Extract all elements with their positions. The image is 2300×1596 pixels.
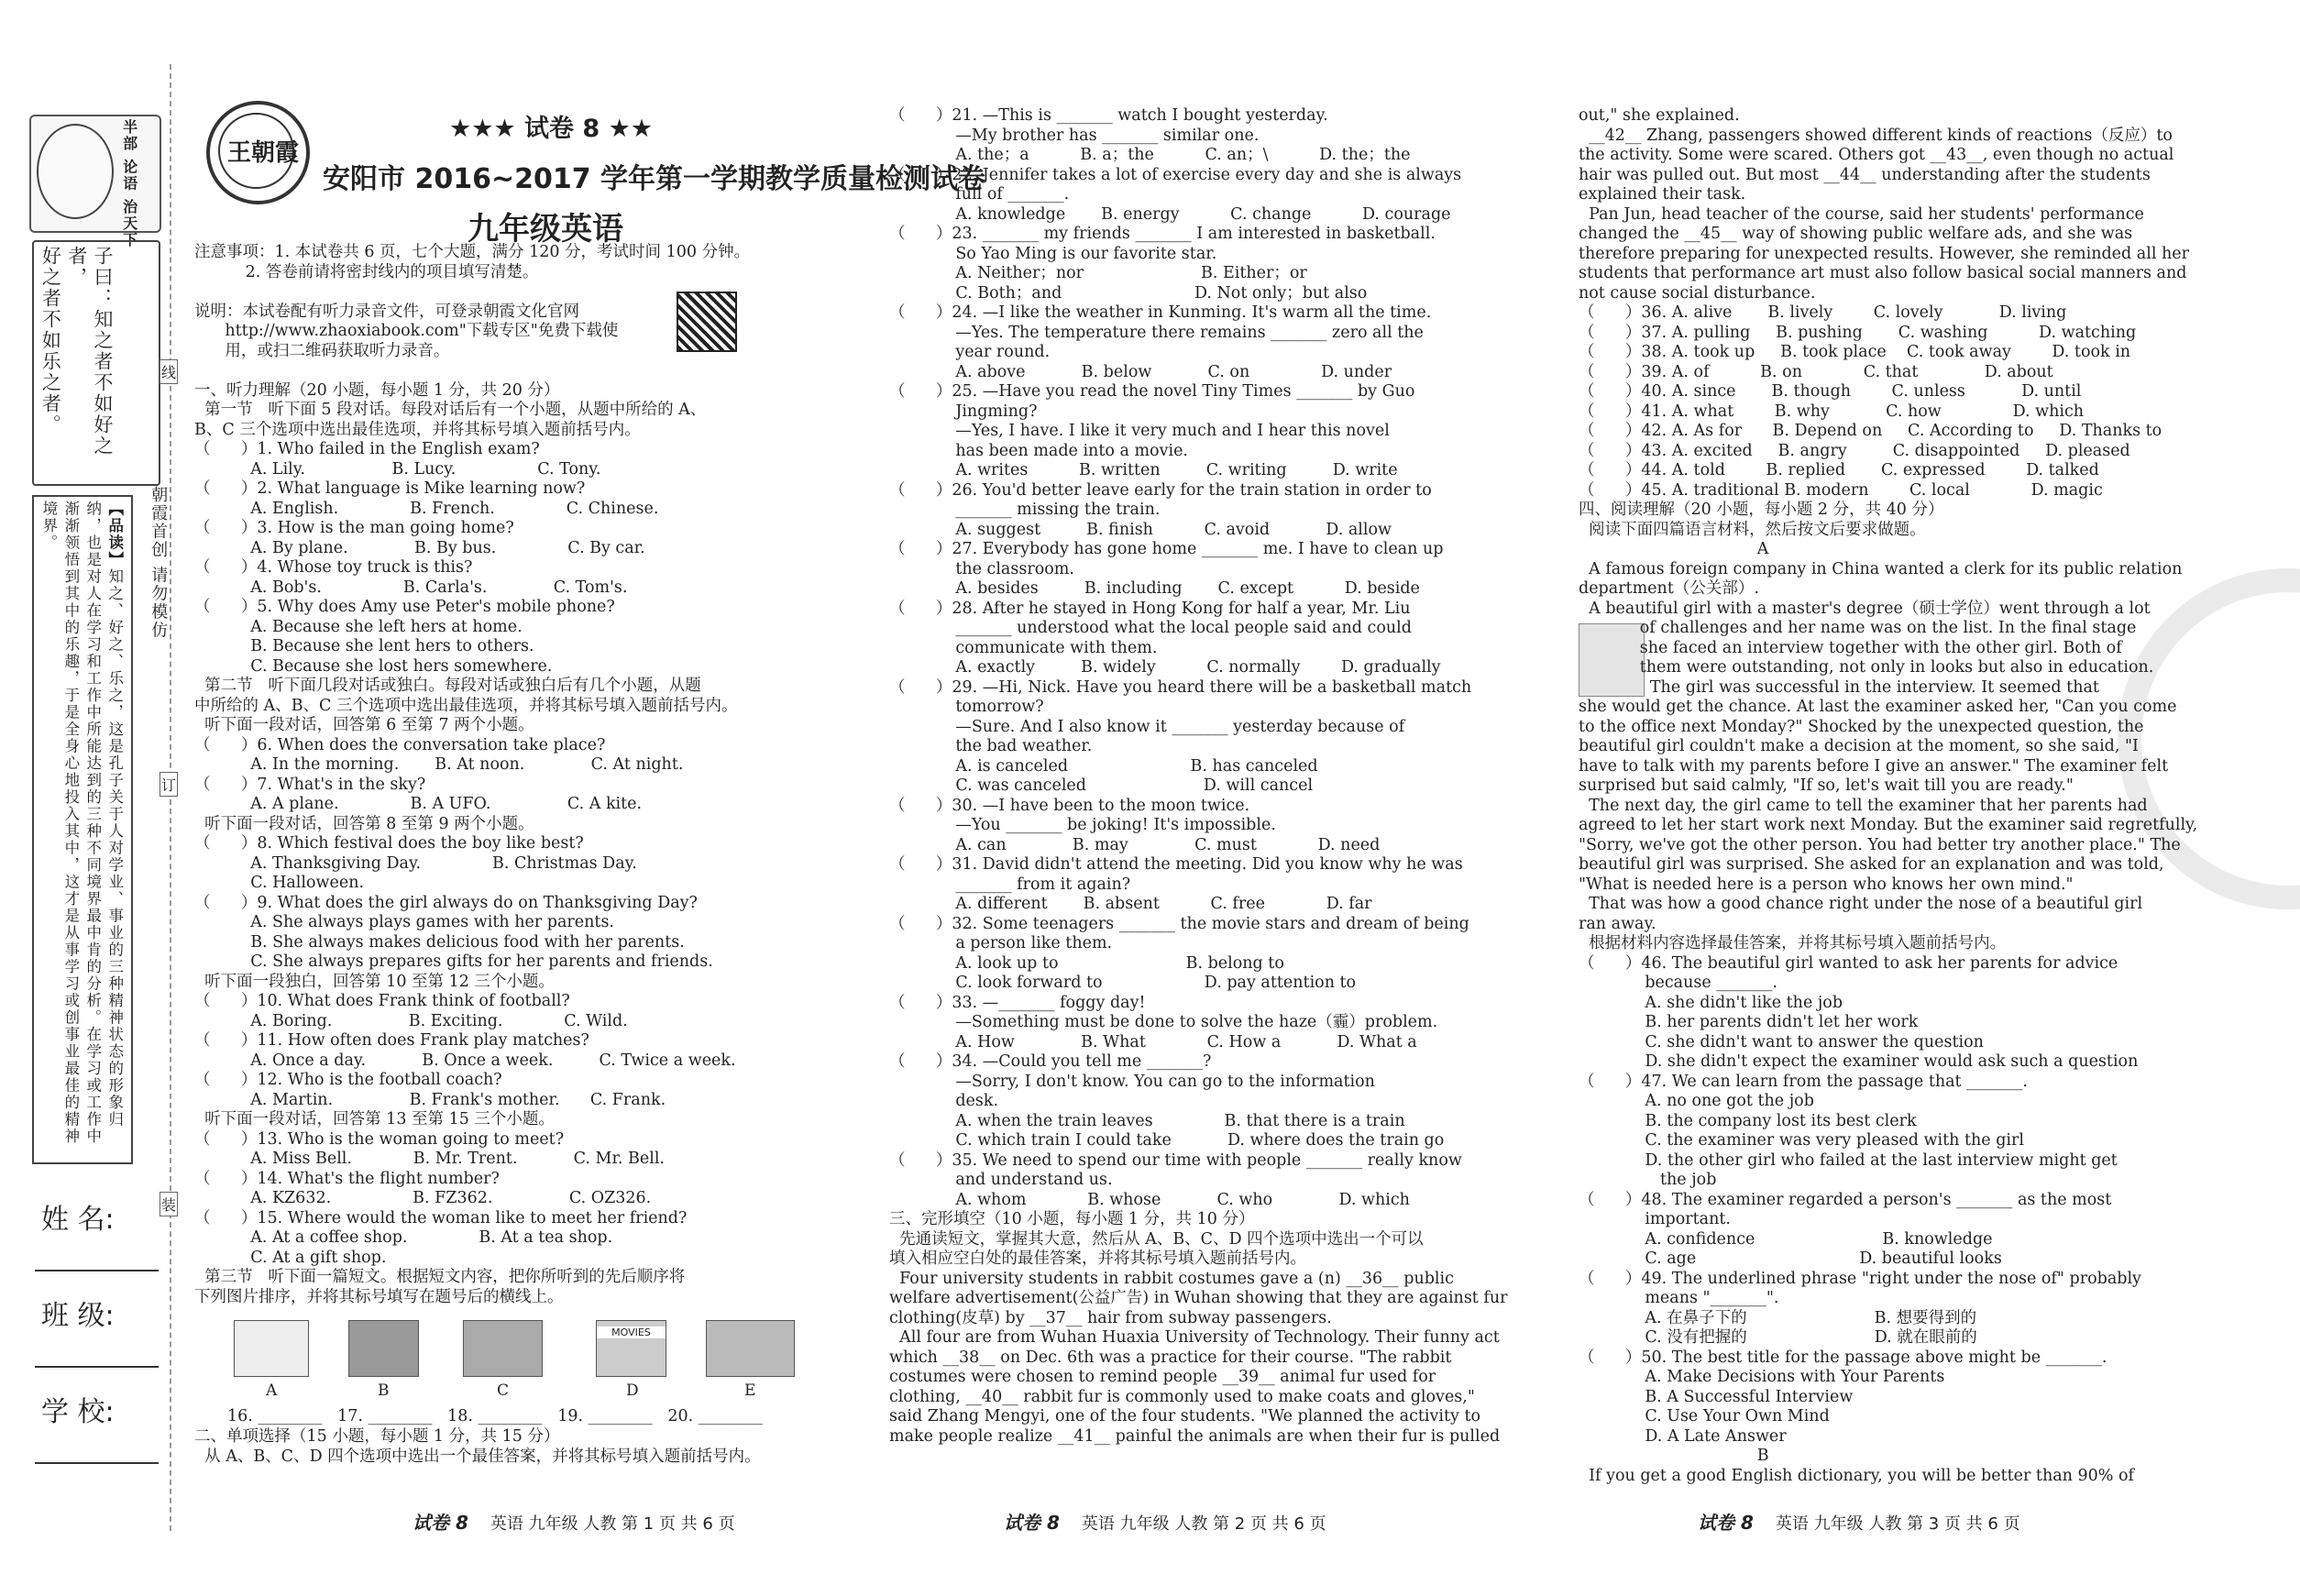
page-3-line: （ ）39. A. of B. on C. that D. about: [1579, 362, 2053, 381]
page-3-line: （ ）36. A. alive B. lively C. lovely D. living: [1579, 303, 2067, 322]
page-1-line: A. At a coffee shop. B. At a tea shop.: [194, 1228, 613, 1247]
page-3-line: beautiful girl was surprised. She asked for an explanation and was told,: [1579, 855, 2164, 874]
page-2-line: a person like them.: [889, 934, 1113, 952]
footer-text: 英语 九年级 人教 第 2 页 共 6 页: [1081, 1514, 1326, 1534]
page-1-line: （ ）13. Who is the woman going to meet?: [194, 1129, 565, 1149]
page-3-line: C. age D. beautiful looks: [1579, 1249, 2002, 1268]
page-2-line: （ ）29. —Hi, Nick. Have you heard there will be a basketball match: [889, 677, 1472, 697]
page-3-line: （ ）40. A. since B. though C. unless D. until: [1579, 382, 2082, 401]
page-1-line: A. English. B. French. C. Chinese.: [194, 499, 659, 518]
page-2-line: _______ understood what the local people said and could: [889, 619, 1412, 637]
page-3-line: （ ）38. A. took up B. took place C. took away D. took in: [1579, 343, 2131, 361]
page-1-line: （ ）12. Who is the football coach?: [194, 1071, 502, 1089]
page-2-line: So Yao Ming is our favorite star.: [889, 244, 1217, 263]
picture-label-e: E: [744, 1381, 756, 1400]
page-1-line: C. Because she lost hers somewhere.: [194, 656, 553, 676]
page-3: [1579, 106, 2202, 1486]
school-label: 学 校:: [41, 1396, 115, 1428]
class-label: 班 级:: [41, 1300, 115, 1332]
page-2-line: A. exactly B. widely C. normally D. gradually: [889, 658, 1441, 677]
movies-sign: MOVIES: [597, 1326, 666, 1338]
page-3-line: beautiful girl couldn't make a decision at the moment, so she said, "I: [1579, 737, 2139, 755]
copyright-note: 朝霞首创 请勿模仿: [149, 486, 169, 640]
page-2-line: which __38__ on Dec. 6th was a practice for their course. "The rabbit: [889, 1348, 1452, 1367]
page-2-line: A. is canceled B. has canceled: [889, 756, 1318, 776]
page-2-line: C. Both；and D. Not only；but also: [889, 283, 1368, 303]
page-2-line: A. knowledge B. energy C. change D. courage: [889, 204, 1451, 224]
page-3-line: A famous foreign company in China wanted a clerk for its public relation: [1579, 559, 2183, 578]
page-3-line: the job: [1579, 1171, 1717, 1189]
picture-movies-icon: [596, 1320, 666, 1377]
page-3-text: [1579, 106, 2202, 1486]
page-3-line: C. Use Your Own Mind: [1579, 1407, 1830, 1425]
page-1-line: （ ）10. What does Frank think of football?: [194, 992, 570, 1010]
page-3-line: "What is needed here is a person who knows her own mind.": [1579, 875, 2074, 894]
page-1-line: 听下面一段对话，回答第 6 至第 7 两个小题。: [194, 716, 534, 734]
badge-line-2: 论语: [120, 159, 138, 193]
page-1-line: B、C 三个选项中选出最佳选项，并将其标号填入题前括号内。: [194, 420, 641, 439]
page-3-line: "Sorry, we've got the other person. You had better try another place." The: [1579, 835, 2181, 854]
page-2-line: （ ）25. —Have you read the novel Tiny Times _______ by Guo: [889, 382, 1415, 401]
page-2-line: —Yes. The temperature there remains _______ zero all the: [889, 323, 1424, 342]
name-field[interactable]: [35, 1270, 159, 1271]
page-3-line: （ ）37. A. pulling B. pushing C. washing D. watching: [1579, 323, 2137, 342]
page-3-line: means "_______".: [1579, 1289, 1779, 1307]
page-2-line: _______ missing the train.: [889, 501, 1161, 519]
page-2-line: Jingming?: [889, 402, 1038, 421]
page-2-line: A. Neither；nor B. Either；or: [889, 264, 1307, 282]
page-1-line: A. Because she left hers at home.: [194, 617, 523, 636]
page-1-line: 注意事项：1. 本试卷共 6 页，七个大题，满分 120 分，考试时间 100 分钟。: [194, 243, 751, 261]
page-3-line: have to talk with my parents before I give an answer." The examiner felt: [1579, 756, 2169, 776]
page-2-line: Four university students in rabbit costumes gave a (n) __36__ public: [889, 1269, 1454, 1288]
page-3-line: A. confidence B. knowledge: [1579, 1229, 1993, 1249]
page-2-line: All four are from Wuhan Huaxia University of Technology. Their funny act: [889, 1328, 1500, 1347]
page-2-line: A. suggest B. finish C. avoid D. allow: [889, 520, 1392, 539]
page-2-text: [889, 106, 1513, 1447]
page-3-line: because _______.: [1579, 974, 1778, 992]
page-2-line: A. besides B. including C. except D. beside: [889, 579, 1420, 598]
reading-box: [32, 495, 133, 1164]
page-2-line: and understand us.: [889, 1171, 1113, 1189]
page-1-line: 听下面一段对话，回答第 8 至第 9 两个小题。: [194, 814, 534, 833]
page-2-line: —My brother has _______ similar one.: [889, 126, 1260, 145]
page-1-line: 听下面一段独白，回答第 10 至第 12 三个小题。: [194, 972, 555, 991]
page-2-line: A. How B. What C. How a D. What a: [889, 1032, 1417, 1051]
page-1-line: C. At a gift shop.: [194, 1248, 387, 1267]
footer-tag: 试卷 8: [1698, 1512, 1754, 1534]
page-3-line: important.: [1579, 1210, 1731, 1228]
page-1-line: （ ）7. What's in the sky?: [194, 775, 426, 794]
seal-mark-1: 线: [160, 359, 178, 384]
page-2-line: （ ）30. —I have been to the moon twice.: [889, 796, 1250, 815]
paper-tag: [449, 108, 653, 144]
confucius-avatar-icon: [37, 124, 114, 219]
page-1-line: （ ）8. Which festival does the boy like best?: [194, 834, 584, 853]
footer-page-2: [1004, 1508, 1326, 1535]
page-2-line: —Sure. And I also know it _______ yesterday because of: [889, 717, 1405, 736]
footer-text: 英语 九年级 人教 第 3 页 共 6 页: [1775, 1514, 2020, 1534]
page-3-line: she faced an interview together with the other girl. Both of: [1579, 638, 2122, 657]
page-3-line: If you get a good English dictionary, you will be better than 90% of: [1579, 1466, 2134, 1485]
quote-box: [32, 240, 160, 486]
page-3-line: （ ）50. The best title for the passage above might be _______.: [1579, 1348, 2107, 1367]
page-2-line: has been made into a movie.: [889, 441, 1188, 460]
page-1-line: [194, 282, 818, 303]
page-2-line: tomorrow?: [889, 698, 1044, 716]
page-1-line: 用，或扫二维码获取听力录音。: [194, 341, 450, 360]
picture-label-c: C: [497, 1381, 510, 1400]
page-2-line: said Zhang Mengyi, one of the four students. "We planned the activity to: [889, 1407, 1481, 1425]
picture-room-icon: [348, 1320, 419, 1377]
page-3-line: D. she didn't expect the examiner would ask such a question: [1579, 1052, 2139, 1071]
picture-label-a: A: [266, 1381, 278, 1400]
page-3-line: them were outstanding, not only in looks but also in education.: [1579, 658, 2154, 677]
footer-page-1: [413, 1508, 735, 1535]
page-2-line: A. can B. may C. must D. need: [889, 835, 1381, 854]
page-1-line: （ ）9. What does the girl always do on Thanksgiving Day?: [194, 893, 698, 912]
name-label: 姓 名:: [41, 1204, 115, 1236]
page-2-line: the bad weather.: [889, 737, 1093, 755]
quote-text: [38, 246, 116, 479]
page-2-line: welfare advertisement(公益广告) in Wuhan showing that they are against fur: [889, 1289, 1508, 1307]
page-2-line: make people realize __41__ painful the animals are when their fur is pulled: [889, 1426, 1501, 1446]
picture-skiing-icon: [234, 1320, 309, 1377]
page-1-line: 下列图片排序，并将其标号填写在题号后的横线上。: [194, 1287, 564, 1306]
reading-label: 【品读】: [105, 501, 124, 568]
picture-city-icon: [463, 1320, 543, 1377]
page-3-line: of challenges and her name was on the list. In the final stage: [1579, 619, 2137, 637]
page-1-line: （ ）2. What language is Mike learning now?: [194, 479, 586, 498]
school-field[interactable]: [35, 1462, 159, 1464]
page-3-line: to the office next Monday?" Shocked by the unexpected question, the: [1579, 717, 2144, 736]
page-2-line: （ ）22. Jennifer takes a lot of exercise every day and she is always: [889, 165, 1462, 184]
footer-page-3: [1698, 1508, 2020, 1535]
class-field[interactable]: [35, 1366, 159, 1368]
page-2-line: C. was canceled D. will cancel: [889, 776, 1314, 795]
seal-line: [170, 64, 171, 1531]
page-1-line: （ ）4. Whose toy truck is this?: [194, 558, 473, 577]
page-1-line: （ ）15. Where would the woman like to meet her friend?: [194, 1208, 688, 1227]
page-1-line: （ ）5. Why does Amy use Peter's mobile phone?: [194, 598, 615, 616]
reading-text: [38, 501, 126, 1156]
page-1-line: A. Once a day. B. Once a week. C. Twice a week.: [194, 1051, 736, 1070]
page-3-line: A. Make Decisions with Your Parents: [1579, 1368, 1945, 1386]
page-1-line: A. KZ632. B. FZ362. C. OZ326.: [194, 1189, 652, 1207]
star-icon: ★★★: [449, 115, 516, 143]
page-2-line: A. look up to B. belong to: [889, 953, 1284, 973]
exam-title: 安阳市 2016~2017 学年第一学期教学质量检测试卷: [323, 163, 986, 195]
subject-title: 九年级英语: [468, 211, 623, 248]
page-3-line: C. she didn't want to answer the question: [1579, 1032, 1984, 1051]
page-2-line: —Yes, I have. I like it very much and I hear this novel: [889, 422, 1390, 440]
page-3-line: （ ）44. A. told B. replied C. expressed D. talked: [1579, 461, 2099, 479]
page-3-line: hair was pulled out. But most __44__ understanding after the students: [1579, 165, 2151, 184]
page-2-line: C. which train I could take D. where does the train go: [889, 1131, 1445, 1150]
page-3-line: （ ）47. We can learn from the passage that _______.: [1579, 1072, 2028, 1091]
page-1-line: A. A plane. B. A UFO. C. A kite.: [194, 795, 643, 813]
page-1-line: （ ）3. How is the man going home?: [194, 519, 514, 537]
page-2-line: costumes were chosen to remind people __39__ animal fur used for: [889, 1368, 1436, 1386]
page-2-line: communicate with them.: [889, 638, 1158, 657]
page-3-line: 阅读下面四篇语言材料，然后按文后要求做题。: [1579, 520, 1926, 539]
picture-row: [234, 1320, 820, 1407]
page-1-tail: [194, 1427, 818, 1467]
page-3-line: B. A Successful Interview: [1579, 1387, 1854, 1406]
page-3-line: therefore preparing for unexpected results. However, she reminded all her: [1579, 244, 2189, 263]
page-2-line: —Something must be done to solve the haze（霾）problem.: [889, 1013, 1438, 1031]
picture-snow-icon: [706, 1320, 795, 1377]
page-3-line: A. 在鼻子下的 B. 想要得到的: [1579, 1308, 1977, 1327]
page-1-line: 第二节 听下面几段对话或独白。每段对话或独白后有几个小题，从题: [194, 677, 701, 695]
page-1-line: A. Bob's. B. Carla's. C. Tom's.: [194, 578, 628, 597]
page-1-line: A. Boring. B. Exciting. C. Wild.: [194, 1011, 628, 1030]
picture-label-b: B: [378, 1381, 390, 1400]
page-2-line: （ ）35. We need to spend our time with people _______ really know: [889, 1150, 1462, 1170]
page-2-line: clothing, __40__ rabbit fur is commonly used to make coats and gloves,": [889, 1387, 1475, 1406]
page-2-line: A. the；a B. a；the C. an；\ D. the；the: [889, 146, 1411, 164]
page-1-line: 2. 答卷前请将密封线内的项目填写清楚。: [194, 262, 539, 281]
page-3-line: surprised but said calmly, "If so, let's wait till you are ready.": [1579, 776, 2074, 795]
page-1-line: 听下面一段对话，回答第 13 至第 15 三个小题。: [194, 1110, 555, 1128]
page-1-tail-line: 从 A、B、C、D 四个选项中选出一个最佳答案，并将其标号填入题前括号内。: [194, 1447, 761, 1466]
page-1-line: 第三节 听下面一篇短文。根据短文内容，把你所听到的先后顺序将: [194, 1268, 686, 1286]
page-2-line: （ ）33. —_______ foggy day!: [889, 993, 1146, 1012]
page-1-line: A. In the morning. B. At noon. C. At night.: [194, 755, 684, 774]
page-3-line: B. the company lost its best clerk: [1579, 1111, 1917, 1130]
page-1-line: （ ）1. Who failed in the English exam?: [194, 440, 540, 458]
reading-body: 知之、好之、乐之，这是孔子关于人对学业、事业的三种精神状态的形象归纳，也是对人在学习和工作中所能达到的三种不同境界最中肯的分析。在学习或工作中渐渐领悟到其中的乐趣，于是全身心地投入其中，这才是从事学习或创事业最佳的精神境界。: [39, 501, 124, 1145]
page-3-line: （ ）43. A. excited B. angry C. disappointed D. pleased: [1579, 441, 2130, 460]
motto-badge-text: [119, 119, 139, 248]
page-3-line: department（公关部）.: [1579, 579, 1759, 598]
page-2-line: 三、完形填空（10 小题，每小题 1 分，共 10 分）: [889, 1210, 1255, 1228]
page-1-line: [194, 361, 818, 381]
page-3-line: A: [1579, 540, 1769, 558]
page-3-line: changed the __45__ way of showing public welfare ads, and she was: [1579, 225, 2133, 243]
page-3-line: not cause social disturbance.: [1579, 283, 1816, 303]
page-1-line: 第一节 听下面 5 段对话。每段对话后有一个小题，从题中所给的 A、: [194, 401, 707, 419]
page-2-line: the classroom.: [889, 559, 1074, 578]
badge-line-3: 治天下: [120, 199, 138, 249]
page-3-line: __42__ Zhang, passengers showed different kinds of reactions（反应）to: [1579, 126, 2173, 145]
page-3-line: （ ）46. The beautiful girl wanted to ask her parents for advice: [1579, 953, 2118, 973]
page-2-line: （ ）27. Everybody has gone home _______ me. I have to clean up: [889, 540, 1444, 558]
seal-mark-2: 订: [160, 772, 178, 797]
page-2-line: desk.: [889, 1092, 999, 1110]
page-3-line: B: [1579, 1447, 1769, 1465]
page-3-line: （ ）42. A. As for B. Depend on C. According to D. Thanks to: [1579, 422, 2162, 440]
page-2-line: （ ）31. David didn't attend the meeting. Did you know why he was: [889, 855, 1463, 874]
page-1-line: （ ）6. When does the conversation take place?: [194, 735, 606, 754]
page-3-line: （ ）41. A. what B. why C. how D. which: [1579, 402, 2085, 421]
page-3-line: students that performance art must also follow basical social manners and: [1579, 264, 2187, 282]
badge-line-1: 半部: [120, 119, 138, 152]
page-3-line: out," she explained.: [1579, 106, 1740, 125]
footer-tag: 试卷 8: [413, 1512, 468, 1534]
page-3-line: 根据材料内容选择最佳答案，并将其标号填入题前括号内。: [1579, 934, 2007, 952]
page-1-line: A. Thanksgiving Day. B. Christmas Day.: [194, 853, 637, 873]
seal-mark-3: 装: [160, 1192, 178, 1216]
page-1-tail-line: 二、单项选择（15 小题，每小题 1 分，共 15 分）: [194, 1427, 560, 1446]
picture-label-d: D: [626, 1381, 639, 1400]
page-2-line: clothing(皮草) by __37__ hair from subway passengers.: [889, 1308, 1332, 1327]
page-3-line: （ ）49. The underlined phrase "right under the nose of" probably: [1579, 1269, 2141, 1288]
page-1-line: C. Halloween.: [194, 874, 365, 892]
page-1-tail-text: [194, 1427, 818, 1467]
page-2-line: C. look forward to D. pay attention to: [889, 974, 1357, 992]
page-3-line: A beautiful girl with a master's degree（硕士学位）went through a lot: [1579, 599, 2151, 618]
page-2-line: _______ from it again?: [889, 875, 1131, 894]
page-2-line: （ ）23. _______ my friends _______ I am interested in basketball.: [889, 225, 1436, 243]
page-3-line: That was how a good chance right under the nose of a beautiful girl: [1579, 895, 2143, 913]
page-2-line: （ ）26. You'd better leave early for the train station in order to: [889, 480, 1432, 500]
page-1-line: B. Because she lent hers to others.: [194, 637, 534, 655]
page-3-line: C. 没有把握的 D. 就在眼前的: [1579, 1328, 1977, 1347]
brand-logo-text: 王朝霞: [227, 139, 300, 167]
paper-tag-text: 试卷 8: [524, 115, 600, 143]
page-3-line: the activity. Some were scared. Others got __43__, even though no actual: [1579, 146, 2174, 164]
page-1-line: 一、听力理解（20 小题，每小题 1 分，共 20 分）: [194, 380, 560, 400]
page-3-line: A. she didn't like the job: [1579, 993, 1843, 1012]
page-2-line: （ ）21. —This is _______ watch I bought yesterday.: [889, 106, 1328, 125]
page-1-line: B. She always makes delicious food with her parents.: [194, 932, 685, 952]
page-2-line: （ ）34. —Could you tell me _______?: [889, 1052, 1212, 1071]
page-2-line: （ ）32. Some teenagers _______ the movie stars and dream of being: [889, 914, 1469, 933]
page-2-line: （ ）24. —I like the weather in Kunming. It's warm all the time.: [889, 303, 1432, 322]
page-3-line: The next day, the girl came to tell the examiner that her parents had: [1579, 796, 2148, 815]
page-3-line: D. the other girl who failed at the last interview might get: [1579, 1150, 2118, 1170]
page-1-line: （ ）14. What's the flight number?: [194, 1169, 500, 1188]
page-2-line: 填入相应空白处的最佳答案，并将其标号填入题前括号内。: [889, 1249, 1306, 1268]
page-3-line: agreed to let her start work next Monday. But the examiner said regretfully,: [1579, 816, 2198, 834]
page-2: [889, 106, 1513, 1447]
answer-blanks-16-20[interactable]: 16. ________ 17. ________ 18. ________ 19. ________ 20. ________: [227, 1407, 763, 1425]
page-2-line: year round.: [889, 343, 1051, 361]
page-3-line: C. the examiner was very pleased with the girl: [1579, 1131, 2024, 1150]
page-1-line: 中所给的 A、B、C 三个选项中选出最佳选项，并将其标号填入题前括号内。: [194, 696, 738, 715]
page-2-line: （ ）28. After he stayed in Hong Kong for half a year, Mr. Liu: [889, 599, 1411, 618]
page-1: [194, 243, 818, 1307]
page-2-line: A. whom B. whose C. who D. which: [889, 1190, 1410, 1209]
page-1-line: A. Lily. B. Lucy. C. Tony.: [194, 459, 601, 479]
page-3-line: explained their task.: [1579, 185, 1746, 204]
page-2-line: 先通读短文，掌握其大意，然后从 A、B、C、D 四个选项中选出一个可以: [889, 1229, 1424, 1249]
page-3-line: 四、阅读理解（20 小题，每小题 2 分，共 40 分）: [1579, 501, 1944, 519]
page-1-line: 说明：本试卷配有听力录音文件，可登录朝霞文化官网: [194, 302, 579, 321]
page-2-line: A. writes B. written C. writing D. write: [889, 461, 1398, 479]
page-1-text: [194, 243, 818, 1307]
page-1-line: A. She always plays games with her parents.: [194, 913, 614, 931]
page-2-line: —You _______ be joking! It's impossible.: [889, 816, 1276, 834]
page-3-line: （ ）45. A. traditional B. modern C. local D. magic: [1579, 480, 2103, 500]
page-2-line: A. when the train leaves B. that there is a train: [889, 1111, 1405, 1130]
quote-col-1: 子曰：知之者不如好之者，: [65, 246, 115, 457]
page-3-line: The girl was successful in the interview. It seemed that: [1579, 677, 2099, 697]
page-1-line: http://www.zhaoxiabook.com"下载专区"免费下载使: [194, 322, 619, 340]
page-1-line: A. Martin. B. Frank's mother. C. Frank.: [194, 1090, 666, 1109]
footer-tag: 试卷 8: [1004, 1512, 1060, 1534]
page-3-line: ran away.: [1579, 914, 1656, 933]
page-3-line: D. A Late Answer: [1579, 1426, 1787, 1446]
page-3-line: （ ）48. The examiner regarded a person's _______ as the most: [1579, 1190, 2112, 1209]
star-icon: ★★: [608, 115, 654, 143]
page-3-line: she would get the chance. At last the examiner asked her, "Can you come: [1579, 698, 2177, 716]
page-2-line: full of _______.: [889, 185, 1070, 204]
page-1-line: （ ）11. How often does Frank play matches?: [194, 1031, 589, 1050]
page-2-line: —Sorry, I don't know. You can go to the information: [889, 1072, 1375, 1091]
quote-col-2: 好之者不如乐之者。: [39, 246, 62, 435]
page-3-line: B. her parents didn't let her work: [1579, 1013, 1919, 1031]
page-3-line: A. no one got the job: [1579, 1092, 1814, 1110]
page-1-line: C. She always prepares gifts for her parents and friends.: [194, 952, 713, 971]
footer-text: 英语 九年级 人教 第 1 页 共 6 页: [490, 1514, 735, 1534]
page-1-line: A. By plane. B. By bus. C. By car.: [194, 538, 645, 557]
page-2-line: A. above B. below C. on D. under: [889, 362, 1392, 381]
page-2-line: A. different B. absent C. free D. far: [889, 895, 1372, 913]
page-1-line: A. Miss Bell. B. Mr. Trent. C. Mr. Bell.: [194, 1150, 665, 1168]
page-3-line: Pan Jun, head teacher of the course, said her students' performance: [1579, 204, 2144, 224]
